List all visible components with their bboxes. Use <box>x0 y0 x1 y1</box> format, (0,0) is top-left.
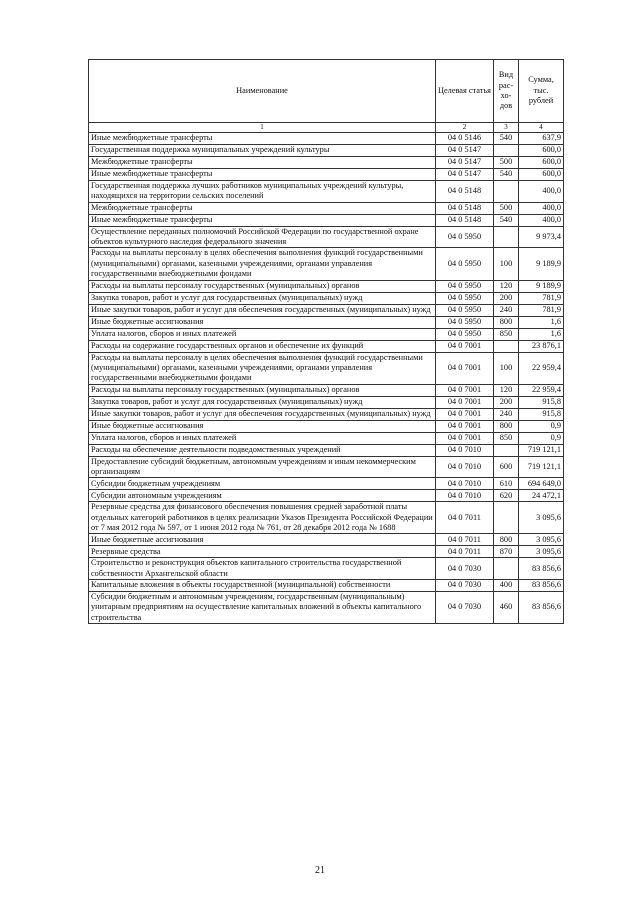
header-type: Вид рас-хо-дов <box>494 60 519 123</box>
row-sum: 0,9 <box>519 432 564 444</box>
table-row <box>89 396 564 408</box>
row-type: 500 <box>494 157 519 169</box>
table-row <box>89 145 564 157</box>
row-code: 04 0 7011 <box>436 546 494 558</box>
table-row <box>89 558 564 580</box>
header-code: Целевая статья <box>436 60 494 123</box>
row-sum: 600,0 <box>519 157 564 169</box>
row-name: Строительство и реконструкция объектов капитального строительства государственной собственности Архангельской области <box>89 558 436 580</box>
row-code: 04 0 5148 <box>436 181 494 203</box>
row-sum: 694 649,0 <box>519 478 564 490</box>
table-row <box>89 328 564 340</box>
row-sum: 1,6 <box>519 328 564 340</box>
row-type <box>494 502 519 534</box>
row-sum: 400,0 <box>519 181 564 203</box>
row-code: 04 0 7001 <box>436 384 494 396</box>
row-code: 04 0 7001 <box>436 352 494 384</box>
row-sum: 24 472,1 <box>519 490 564 502</box>
row-name: Межбюджетные трансферты <box>89 202 436 214</box>
row-name: Расходы на выплаты персоналу в целях обеспечения выполнения функций государственными (муниципальными) органами, казенными учреждениями, органами управления государственными внебюджетными фондами <box>89 352 436 384</box>
row-type: 540 <box>494 169 519 181</box>
row-type: 800 <box>494 316 519 328</box>
row-name: Расходы на выплаты персоналу государственных (муниципальных) органов <box>89 384 436 396</box>
row-sum: 22 959,4 <box>519 352 564 384</box>
table-row <box>89 420 564 432</box>
row-name: Уплата налогов, сборов и иных платежей <box>89 328 436 340</box>
table-row <box>89 408 564 420</box>
row-code: 04 0 7030 <box>436 580 494 592</box>
table-row <box>89 546 564 558</box>
row-type: 610 <box>494 478 519 490</box>
budget-table <box>88 59 564 624</box>
row-type <box>494 558 519 580</box>
row-name: Государственная поддержка лучших работников муниципальных учреждений культуры, находящихся на территории сельских поселений <box>89 181 436 203</box>
row-type: 100 <box>494 352 519 384</box>
row-code: 04 0 7010 <box>436 478 494 490</box>
row-sum: 9 189,9 <box>519 280 564 292</box>
row-sum: 781,9 <box>519 304 564 316</box>
table-row <box>89 280 564 292</box>
row-code: 04 0 5950 <box>436 328 494 340</box>
column-number: 2 <box>436 123 494 133</box>
row-type: 540 <box>494 133 519 145</box>
row-sum: 400,0 <box>519 214 564 226</box>
table-row <box>89 292 564 304</box>
row-sum: 400,0 <box>519 202 564 214</box>
column-number-row <box>89 123 564 133</box>
column-number: 3 <box>494 123 519 133</box>
row-sum: 23 876,1 <box>519 340 564 352</box>
row-sum: 3 095,6 <box>519 502 564 534</box>
row-name: Межбюджетные трансферты <box>89 157 436 169</box>
table-row <box>89 133 564 145</box>
row-name: Капитальные вложения в объекты государственной (муниципальной) собственности <box>89 580 436 592</box>
row-code: 04 0 5950 <box>436 292 494 304</box>
row-code: 04 0 7011 <box>436 534 494 546</box>
page-number: 21 <box>315 865 325 876</box>
table-row <box>89 478 564 490</box>
row-type: 800 <box>494 534 519 546</box>
row-type: 850 <box>494 328 519 340</box>
row-code: 04 0 5148 <box>436 214 494 226</box>
row-code: 04 0 5950 <box>436 226 494 248</box>
row-code: 04 0 7010 <box>436 490 494 502</box>
row-type: 600 <box>494 456 519 478</box>
row-type <box>494 226 519 248</box>
row-name: Осуществление переданных полномочий Российской Федерации по государственной охране объектов культурного наследия федерального значения <box>89 226 436 248</box>
row-name: Субсидии бюджетным и автономным учреждениям, государственным (муниципальным) унитарным предприятиям на осуществление капитальных вложений в объекты капитального строительства <box>89 592 436 624</box>
row-code: 04 0 7010 <box>436 456 494 478</box>
row-code: 04 0 5950 <box>436 316 494 328</box>
table-row <box>89 444 564 456</box>
row-name: Иные закупки товаров, работ и услуг для обеспечения государственных (муниципальных) нужд <box>89 408 436 420</box>
row-code: 04 0 5147 <box>436 169 494 181</box>
table-row <box>89 226 564 248</box>
row-name: Иные межбюджетные трансферты <box>89 214 436 226</box>
row-sum: 600,0 <box>519 145 564 157</box>
row-name: Уплата налогов, сборов и иных платежей <box>89 432 436 444</box>
row-name: Расходы на обеспечение деятельности подведомственных учреждений <box>89 444 436 456</box>
row-code: 04 0 7001 <box>436 340 494 352</box>
row-code: 04 0 5147 <box>436 145 494 157</box>
table-row <box>89 384 564 396</box>
row-sum: 915,8 <box>519 396 564 408</box>
row-type: 100 <box>494 248 519 280</box>
row-code: 04 0 5146 <box>436 133 494 145</box>
row-name: Иные межбюджетные трансферты <box>89 169 436 181</box>
row-sum: 0,9 <box>519 420 564 432</box>
table-row <box>89 248 564 280</box>
row-code: 04 0 7011 <box>436 502 494 534</box>
row-name: Резервные средства для финансового обеспечения повышения средней заработной платы отдельных категорий работников в целях реализации Указов Президента Российской Федерации от 7 мая 2012 года № 597, от 1 июня 2012 года № 761, от 28 декабря 2012 года № 1688 <box>89 502 436 534</box>
row-name: Закупка товаров, работ и услуг для государственных (муниципальных) нужд <box>89 292 436 304</box>
table-row <box>89 352 564 384</box>
table-row <box>89 456 564 478</box>
row-sum: 600,0 <box>519 169 564 181</box>
row-code: 04 0 7030 <box>436 592 494 624</box>
row-sum: 83 856,6 <box>519 580 564 592</box>
row-code: 04 0 7001 <box>436 408 494 420</box>
row-name: Иные бюджетные ассигнования <box>89 534 436 546</box>
row-sum: 719 121,1 <box>519 444 564 456</box>
row-code: 04 0 7001 <box>436 396 494 408</box>
row-sum: 9 973,4 <box>519 226 564 248</box>
row-code: 04 0 7001 <box>436 432 494 444</box>
row-sum: 9 189,9 <box>519 248 564 280</box>
table-row <box>89 580 564 592</box>
table-row <box>89 316 564 328</box>
row-type: 460 <box>494 592 519 624</box>
row-sum: 637,9 <box>519 133 564 145</box>
header-sum: Сумма, тыс. рублей <box>519 60 564 123</box>
row-name: Государственная поддержка муниципальных учреждений культуры <box>89 145 436 157</box>
table-row <box>89 157 564 169</box>
row-name: Предоставление субсидий бюджетным, автономным учреждениям и иным некоммерческим организациям <box>89 456 436 478</box>
row-type: 620 <box>494 490 519 502</box>
row-type: 850 <box>494 432 519 444</box>
row-code: 04 0 5950 <box>436 248 494 280</box>
row-name: Закупка товаров, работ и услуг для государственных (муниципальных) нужд <box>89 396 436 408</box>
row-name: Расходы на выплаты персоналу государственных (муниципальных) органов <box>89 280 436 292</box>
header-row <box>89 60 564 123</box>
row-type: 800 <box>494 420 519 432</box>
row-type: 240 <box>494 408 519 420</box>
row-code: 04 0 5148 <box>436 202 494 214</box>
row-name: Иные закупки товаров, работ и услуг для обеспечения государственных (муниципальных) нужд <box>89 304 436 316</box>
table-row <box>89 214 564 226</box>
row-sum: 83 856,6 <box>519 558 564 580</box>
row-sum: 3 095,6 <box>519 546 564 558</box>
row-name: Иные бюджетные ассигнования <box>89 420 436 432</box>
row-name: Иные бюджетные ассигнования <box>89 316 436 328</box>
row-type: 120 <box>494 280 519 292</box>
column-number: 1 <box>89 123 436 133</box>
row-type: 200 <box>494 396 519 408</box>
row-type <box>494 181 519 203</box>
row-code: 04 0 7001 <box>436 420 494 432</box>
row-sum: 83 856,6 <box>519 592 564 624</box>
row-sum: 1,6 <box>519 316 564 328</box>
row-sum: 781,9 <box>519 292 564 304</box>
row-type: 120 <box>494 384 519 396</box>
table-row <box>89 502 564 534</box>
row-name: Расходы на содержание государственных органов и обеспечение их функций <box>89 340 436 352</box>
row-code: 04 0 7030 <box>436 558 494 580</box>
table-row <box>89 340 564 352</box>
row-code: 04 0 7010 <box>436 444 494 456</box>
table-row <box>89 181 564 203</box>
table-row <box>89 202 564 214</box>
row-type <box>494 444 519 456</box>
row-sum: 22 959,4 <box>519 384 564 396</box>
row-sum: 3 095,6 <box>519 534 564 546</box>
row-name: Субсидии бюджетным учреждениям <box>89 478 436 490</box>
row-sum: 719 121,1 <box>519 456 564 478</box>
row-code: 04 0 5950 <box>436 304 494 316</box>
header-name: Наименование <box>89 60 436 123</box>
table-row <box>89 490 564 502</box>
row-type <box>494 340 519 352</box>
column-number: 4 <box>519 123 564 133</box>
row-code: 04 0 5950 <box>436 280 494 292</box>
row-name: Иные межбюджетные трансферты <box>89 133 436 145</box>
table-row <box>89 432 564 444</box>
table-row <box>89 534 564 546</box>
row-name: Резервные средства <box>89 546 436 558</box>
row-type: 240 <box>494 304 519 316</box>
row-type: 200 <box>494 292 519 304</box>
row-type <box>494 145 519 157</box>
table-row <box>89 592 564 624</box>
table-row <box>89 169 564 181</box>
row-code: 04 0 5147 <box>436 157 494 169</box>
row-name: Расходы на выплаты персоналу в целях обеспечения выполнения функций государственными (муниципальными) органами, казенными учреждениями, органами управления государственными внебюджетными фондами <box>89 248 436 280</box>
table-body <box>89 133 564 624</box>
row-type: 870 <box>494 546 519 558</box>
table-row <box>89 304 564 316</box>
row-type: 540 <box>494 214 519 226</box>
row-type: 500 <box>494 202 519 214</box>
row-type: 400 <box>494 580 519 592</box>
row-sum: 915,8 <box>519 408 564 420</box>
row-name: Субсидии автономным учреждениям <box>89 490 436 502</box>
